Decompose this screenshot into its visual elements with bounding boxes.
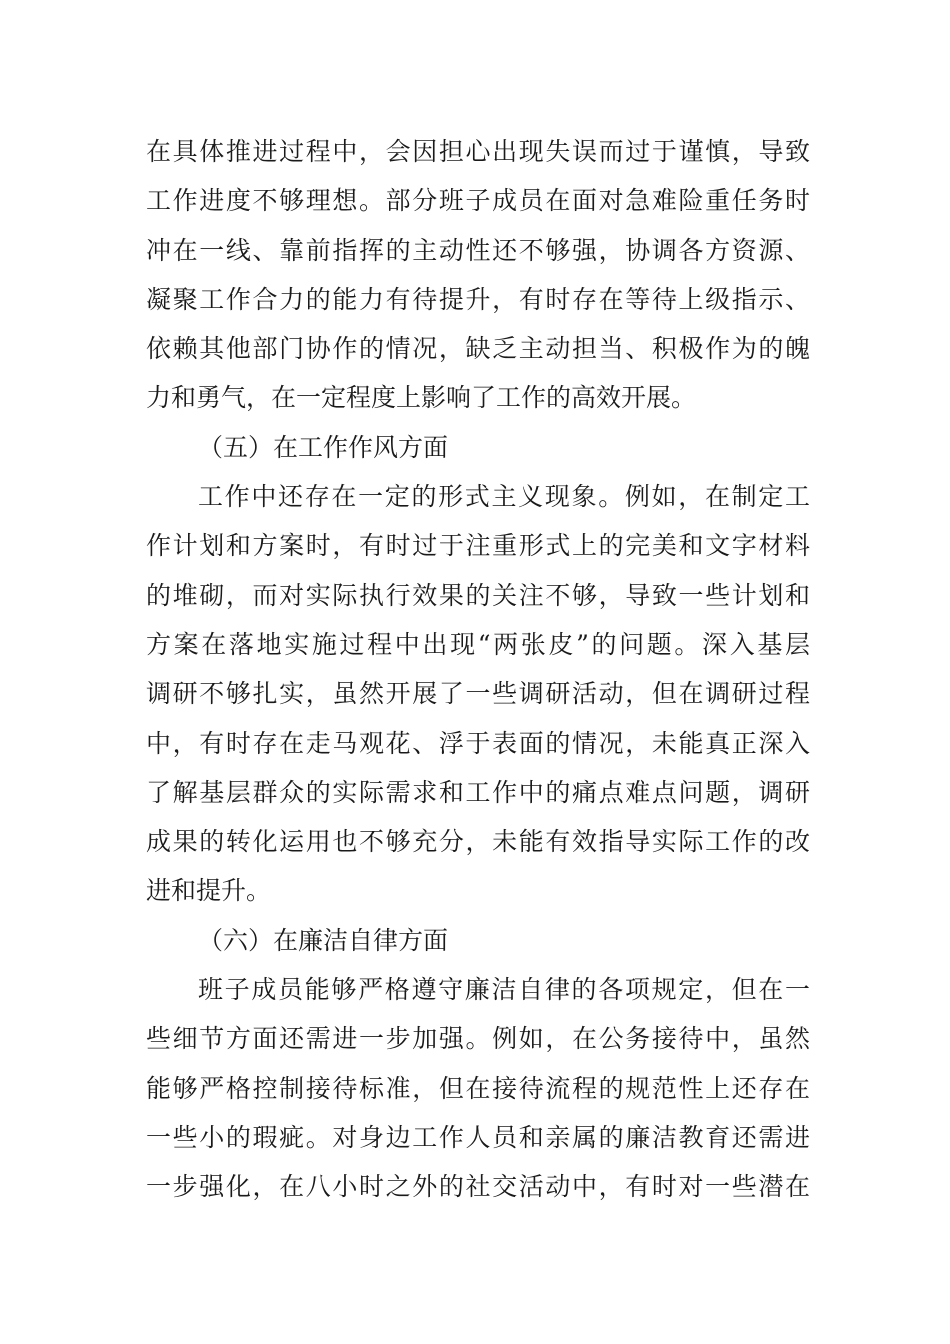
paragraph-line: 方案在落地实施过程中出现“两张皮”的问题。深入基层 (146, 629, 810, 659)
paragraph-line: 的堆砌，而对实际执行效果的关注不够，导致一些计划和 (146, 580, 810, 610)
paragraph-line: 些细节方面还需进一步加强。例如，在公务接待中，虽然 (146, 1024, 810, 1054)
paragraph-line: 调研不够扎实，虽然开展了一些调研活动，但在调研过程 (146, 679, 810, 709)
paragraph-line: 了解基层群众的实际需求和工作中的痛点难点问题，调研 (146, 777, 810, 807)
paragraph-line: 工作中还存在一定的形式主义现象。例如，在制定工 (198, 482, 810, 512)
paragraph-line: 成果的转化运用也不够充分，未能有效指导实际工作的改 (146, 827, 810, 857)
paragraph-line: 力和勇气，在一定程度上影响了工作的高效开展。 (146, 383, 697, 413)
paragraph-line: 依赖其他部门协作的情况，缺乏主动担当、积极作为的魄 (146, 334, 810, 364)
paragraph-line: 冲在一线、靠前指挥的主动性还不够强，协调各方资源、 (146, 235, 810, 265)
document-page (146, 127, 810, 1212)
section-heading: （六）在廉洁自律方面 (198, 925, 449, 955)
paragraph-line: 作计划和方案时，有时过于注重形式上的完美和文字材料 (146, 531, 810, 561)
paragraph-line: 能够严格控制接待标准，但在接待流程的规范性上还存在 (146, 1073, 810, 1103)
section-heading: （五）在工作作风方面 (198, 432, 449, 462)
paragraph-line: 一步强化，在八小时之外的社交活动中，有时对一些潜在 (146, 1172, 810, 1202)
paragraph-line: 进和提升。 (146, 876, 272, 906)
paragraph-line: 中，有时存在走马观花、浮于表面的情况，未能真正深入 (146, 728, 810, 758)
paragraph-line: 凝聚工作合力的能力有待提升，有时存在等待上级指示、 (146, 284, 810, 314)
paragraph-line: 一些小的瑕疵。对身边工作人员和亲属的廉洁教育还需进 (146, 1122, 810, 1152)
paragraph-line: 在具体推进过程中，会因担心出现失误而过于谨慎，导致 (146, 137, 810, 166)
paragraph-line: 班子成员能够严格遵守廉洁自律的各项规定，但在一 (198, 975, 810, 1005)
paragraph-line: 工作进度不够理想。部分班子成员在面对急难险重任务时 (146, 186, 810, 216)
